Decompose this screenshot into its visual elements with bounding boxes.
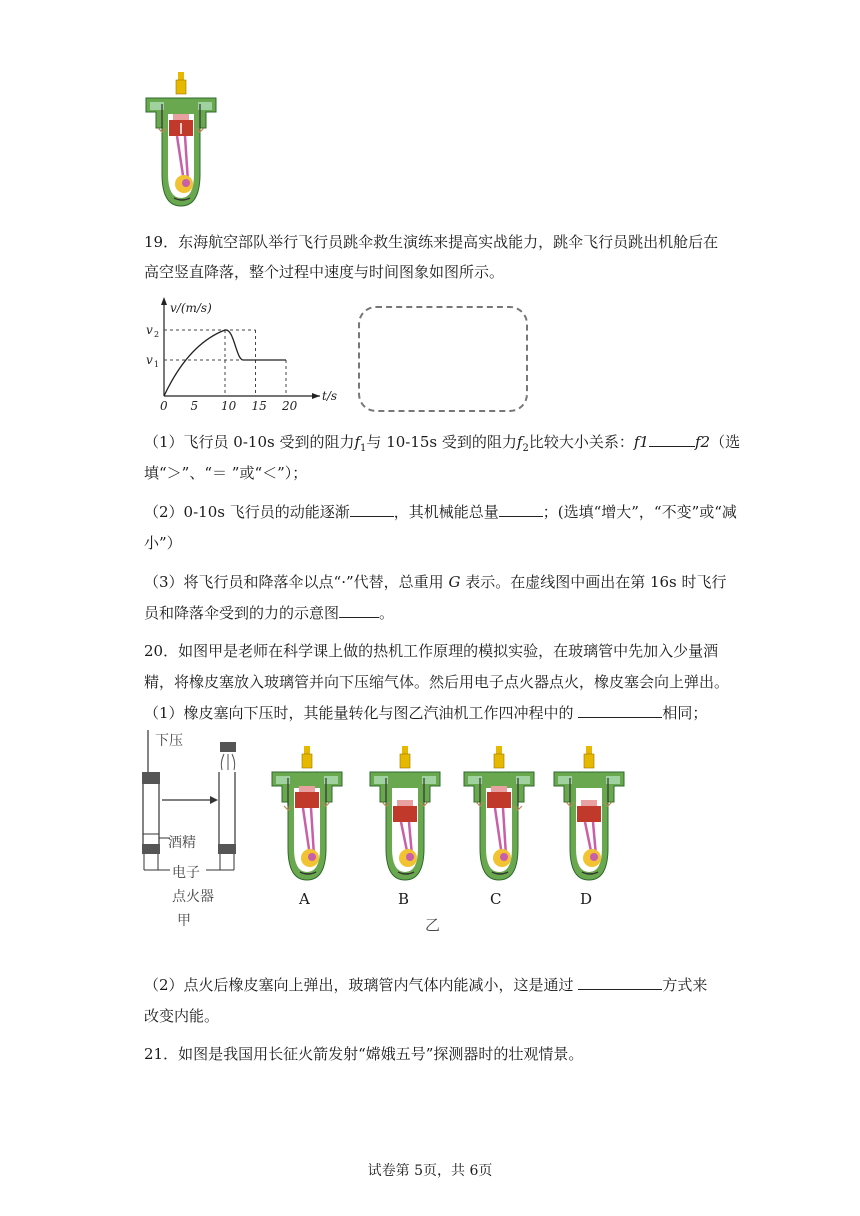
x-axis-label: t/s <box>322 389 338 403</box>
answer-blank-3[interactable] <box>499 502 543 517</box>
spark-plug-body <box>584 754 594 768</box>
answer-blank-4[interactable] <box>339 603 379 618</box>
label-igniter-1: 电子 <box>172 865 200 881</box>
label-alcohol: 酒精 <box>168 835 196 851</box>
engine-label-D: D <box>580 890 593 908</box>
engine-D <box>548 744 630 886</box>
q19-line-1: 19．东海航空部队举行飞行员跳伞救生演练来提高实战能力，跳伞飞行员跳出机舱后在 <box>144 233 719 251</box>
q20-part-2-line-2: 改变内能。 <box>144 1007 220 1025</box>
engine-B <box>364 744 446 886</box>
engine-label-C: C <box>490 890 502 908</box>
spark-plug-body <box>176 80 186 94</box>
crank-pin <box>500 853 508 861</box>
caption-yi: 乙 <box>425 916 441 934</box>
answer-blank-5[interactable] <box>578 703 662 718</box>
q19-number: 19． <box>144 233 179 251</box>
combustion-chamber <box>581 800 597 806</box>
spark-plug-body <box>494 754 504 768</box>
y-axis-label: v/(m/s) <box>170 301 212 315</box>
crank-pin <box>406 853 414 861</box>
spark-plug-icon <box>304 746 310 754</box>
spark-plug-icon <box>402 746 408 754</box>
spark-plug-icon <box>586 746 592 754</box>
engine-diagram-top <box>140 70 222 212</box>
engine-C <box>458 744 540 886</box>
y-axis-arrow <box>161 297 167 305</box>
y-tick-sub-v1: 1 <box>154 360 160 369</box>
engine-label-B: B <box>398 890 410 908</box>
q21-number: 21． <box>144 1045 179 1063</box>
x-tick-label-15: 15 <box>251 399 267 412</box>
answer-blank-1[interactable] <box>649 432 695 447</box>
x-tick-label-20: 20 <box>282 399 298 412</box>
label-press: 下压 <box>155 733 183 749</box>
q19-part-2: （2）0-10s 飞行员的动能逐渐 ，其机械能总量 ；(选填“增大”，“不变”或“减 <box>144 503 737 521</box>
q20-number: 20． <box>144 642 179 660</box>
q19-line-2: 高空竖直降落，整个过程中速度与时间图象如图所示。 <box>144 263 505 281</box>
piston <box>295 792 319 808</box>
q20-line-1: 20．如图甲是老师在科学课上做的热机工作原理的模拟实验，在玻璃管中先加入少量酒 <box>144 642 719 660</box>
combustion-chamber <box>491 786 507 792</box>
q19-part-2-line-2: 小”） <box>144 534 182 552</box>
x-axis-arrow <box>312 393 320 399</box>
x-tick-label-0: 0 <box>160 399 168 412</box>
engine-label-A: A <box>299 890 310 908</box>
q20-line-2: 精，将橡皮塞放入玻璃管并向下压缩气体。然后用电子点火器点火，橡皮塞会向上弹出。 <box>144 673 730 691</box>
answer-drawing-box[interactable] <box>358 306 528 412</box>
q20-part-2: （2）点火后橡皮塞向上弹出，玻璃管内气体内能减小，这是通过 方式来 <box>144 976 708 994</box>
x-tick-label-10: 10 <box>221 399 237 412</box>
y-tick-label-v1: v <box>146 353 153 367</box>
y-tick-sub-v2: 2 <box>154 330 160 339</box>
engine-A <box>266 744 348 886</box>
crank-pin <box>182 179 190 187</box>
x-tick-label-5: 5 <box>190 399 199 412</box>
combustion-chamber <box>173 114 189 120</box>
caption-jia: 甲 <box>177 913 191 929</box>
page-footer: 试卷第 5页，共 6页 <box>367 1163 493 1179</box>
q19-part-1: （1）飞行员 0-10s 受到的阻力$f_1$与 10-15s 受到的阻力$f_2$比较大小关系：f1 f2（选 <box>144 433 741 454</box>
spark-plug-body <box>302 754 312 768</box>
answer-blank-2[interactable] <box>350 502 394 517</box>
combustion-chamber <box>397 800 413 806</box>
answer-blank-6[interactable] <box>578 975 662 990</box>
q19-part-1-line-2: 填“＞”、“＝ ”或“＜”）； <box>144 464 308 482</box>
q21-line-1: 21．如图是我国用长征火箭发射“嫦娥五号”探测器时的壮观情景。 <box>144 1045 584 1063</box>
q19-part-3-line-2: 员和降落伞受到的力的示意图 。 <box>144 604 395 622</box>
q20-part-1: （1）橡皮塞向下压时，其能量转化与图乙汽油机工作四冲程中的 相同； <box>144 704 708 722</box>
piston <box>487 792 511 808</box>
spark-plug-body <box>400 754 410 768</box>
y-tick-label-v2: v <box>146 323 153 337</box>
velocity-time-chart <box>142 296 342 412</box>
piston <box>393 806 417 822</box>
combustion-chamber <box>299 786 315 792</box>
crank-pin <box>308 853 316 861</box>
piston <box>577 806 601 822</box>
spark-plug-icon <box>496 746 502 754</box>
spark-plug-icon <box>178 72 184 80</box>
label-igniter-2: 点火器 <box>172 889 214 905</box>
q19-part-3: （3）将飞行员和降落伞以点“·”代替，总重用 G 表示。在虚线图中画出在第 16s 时飞行 <box>144 573 727 591</box>
crank-pin <box>590 853 598 861</box>
